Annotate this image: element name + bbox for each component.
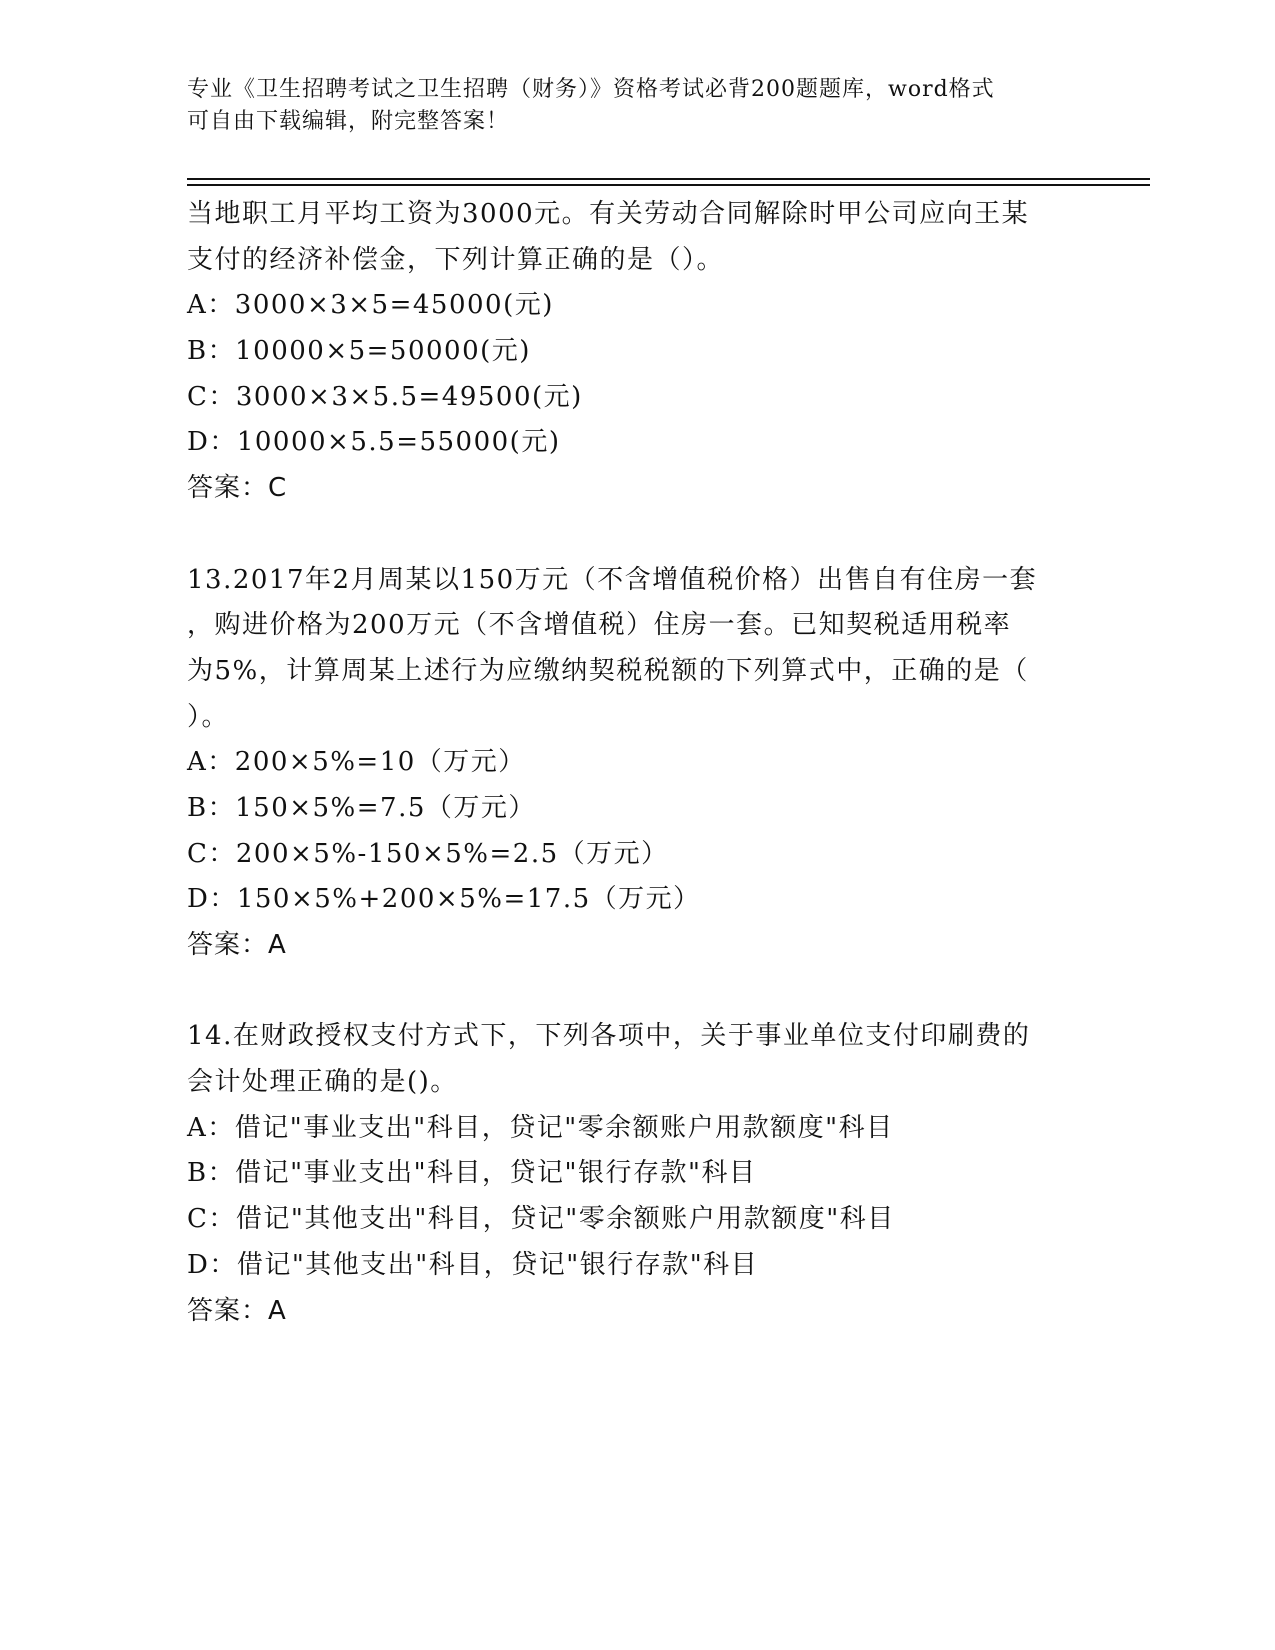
question-14-answer: 答案：A bbox=[187, 1295, 287, 1326]
question-12-option-c: C：3000×3×5.5=49500(元) bbox=[187, 381, 583, 412]
header-divider-bottom bbox=[187, 184, 1150, 186]
question-13-option-c: C：200×5%-150×5%=2.5（万元） bbox=[187, 838, 669, 869]
header-title-line-2: 可自由下载编辑，附完整答案！ bbox=[187, 109, 510, 134]
question-14-stem-line-2: 会计处理正确的是()。 bbox=[187, 1067, 458, 1098]
question-12-answer: 答案：C bbox=[187, 473, 288, 504]
question-12-option-b: B：10000×5=50000(元) bbox=[187, 336, 531, 367]
question-spacer bbox=[187, 512, 1087, 558]
page-header bbox=[187, 74, 1067, 138]
question-spacer bbox=[187, 969, 1087, 1015]
question-14 bbox=[187, 1014, 1087, 1334]
question-12-stem-line-2: 支付的经济补偿金，下列计算正确的是（）。 bbox=[187, 244, 725, 275]
question-12-option-a: A：3000×3×5=45000(元) bbox=[187, 290, 554, 321]
question-12-stem-line-1: 当地职工月平均工资为3000元。有关劳动合同解除时甲公司应向王某 bbox=[187, 199, 1030, 229]
header-title-line-1: 专业《卫生招聘考试之卫生招聘（财务）》资格考试必背200题题库，word格式 bbox=[187, 77, 995, 102]
question-13-answer: 答案：A bbox=[187, 930, 287, 960]
question-13 bbox=[187, 558, 1087, 969]
question-14-option-d: D：借记"其他支出"科目，贷记"银行存款"科目 bbox=[187, 1249, 759, 1280]
question-content bbox=[187, 192, 1087, 1334]
question-12 bbox=[187, 192, 1087, 512]
question-12-option-d: D：10000×5.5=55000(元) bbox=[187, 427, 561, 458]
question-14-stem-line-1: 14.在财政授权支付方式下，下列各项中，关于事业单位支付印刷费的 bbox=[187, 1021, 1031, 1052]
question-14-option-c: C：借记"其他支出"科目，贷记"零余额账户用款额度"科目 bbox=[187, 1204, 895, 1235]
question-13-option-a: A：200×5%=10（万元） bbox=[187, 747, 526, 778]
question-13-stem-line-3: 为5%，计算周某上述行为应缴纳契税税额的下列算式中，正确的是（ bbox=[187, 655, 1029, 686]
question-14-option-b: B：借记"事业支出"科目，贷记"银行存款"科目 bbox=[187, 1158, 757, 1189]
question-13-option-b: B：150×5%=7.5（万元） bbox=[187, 792, 536, 823]
question-13-stem-line-4: ）。 bbox=[187, 701, 230, 732]
question-13-stem-line-2: ，购进价格为200万元（不含增值税）住房一套。已知契税适用税率 bbox=[187, 610, 1012, 641]
header-divider-top bbox=[187, 178, 1150, 180]
question-14-option-a: A：借记"事业支出"科目，贷记"零余额账户用款额度"科目 bbox=[187, 1112, 894, 1143]
question-13-option-d: D：150×5%+200×5%=17.5（万元） bbox=[187, 884, 701, 915]
question-13-stem-line-1: 13.2017年2月周某以150万元（不含增值税价格）出售自有住房一套 bbox=[187, 564, 1038, 595]
